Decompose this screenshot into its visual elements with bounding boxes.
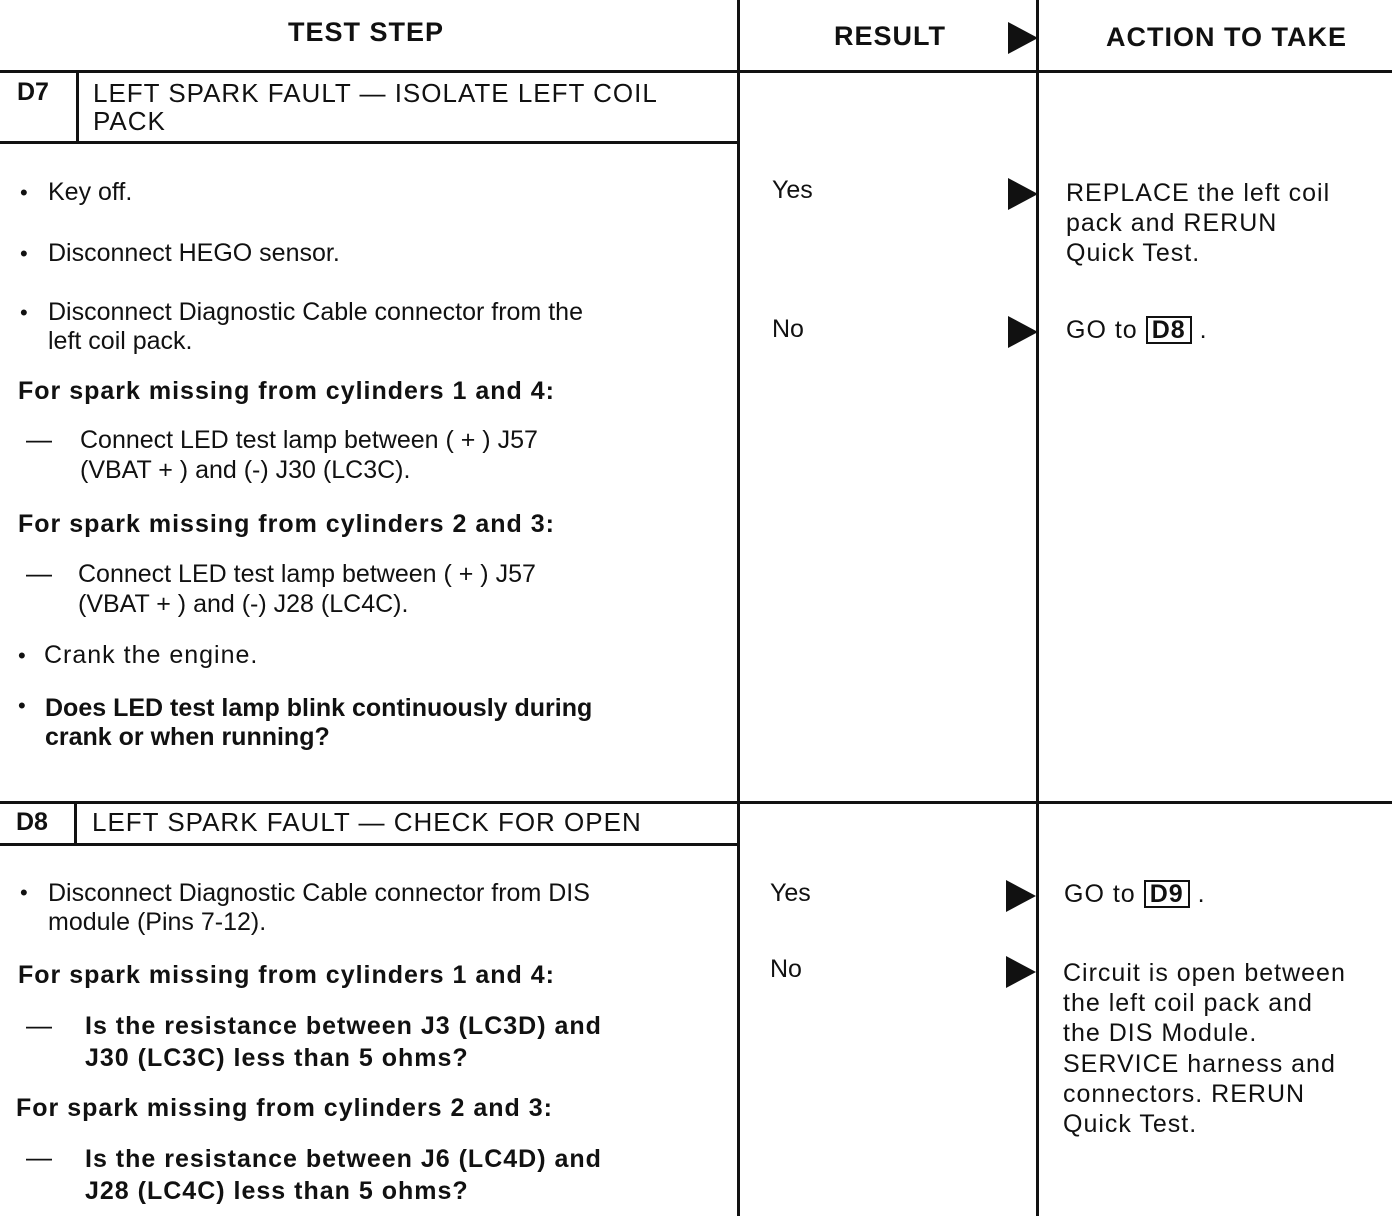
dash-icon: — (26, 1010, 52, 1040)
header-arrow-icon (1008, 22, 1038, 54)
step-ref-d8[interactable]: D8 (1146, 316, 1192, 344)
d7-title-rule (0, 141, 740, 144)
d7-crank: Crank the engine. (44, 641, 259, 669)
d8-title: LEFT SPARK FAULT — CHECK FOR OPEN (92, 807, 642, 837)
d8-yes-action (1064, 880, 1206, 909)
d7-title-line1: LEFT SPARK FAULT — ISOLATE LEFT COIL (93, 78, 658, 108)
period: . (1197, 880, 1206, 908)
d8-cyl14-heading: For spark missing from cylinders 1 and 4: (18, 961, 555, 989)
d7-cyl14-line2: (VBAT + ) and (-) J30 (LC3C). (80, 456, 411, 484)
d7-step-id: D7 (17, 78, 49, 106)
dash-icon: — (26, 1142, 52, 1172)
bullet-icon: • (18, 693, 26, 718)
d7-no-action (1066, 316, 1208, 345)
d7-id-divider (76, 72, 79, 142)
d8-no-arrow-icon (1006, 956, 1036, 988)
d8-cyl14-line2: J30 (LC3C) less than 5 ohms? (85, 1044, 469, 1072)
header-rule (0, 70, 1392, 73)
bullet-icon: • (20, 180, 28, 205)
dash-icon: — (26, 558, 52, 588)
d8-cyl23-line2: J28 (LC4C) less than 5 ohms? (85, 1177, 469, 1205)
dash-icon: — (26, 424, 52, 454)
d8-result-yes: Yes (770, 879, 811, 907)
d8-yes-arrow-icon (1006, 880, 1036, 912)
d8-no-action-line3: the DIS Module. (1063, 1019, 1258, 1047)
d7-result-no: No (772, 315, 804, 343)
d7-step-hego: Disconnect HEGO sensor. (48, 239, 340, 267)
d8-step-line1: Disconnect Diagnostic Cable connector from DIS (48, 879, 590, 907)
go-to-label: GO to (1064, 880, 1136, 908)
d8-id-divider (74, 803, 77, 844)
d7-title-line2: PACK (93, 106, 166, 136)
header-result: RESULT (834, 21, 946, 51)
d7-step-disconnect-line2: left coil pack. (48, 327, 193, 355)
bullet-icon: • (20, 300, 28, 325)
d7-question-line1: Does LED test lamp blink continuously during (45, 694, 593, 722)
d8-cyl23-heading: For spark missing from cylinders 2 and 3: (16, 1094, 553, 1122)
d8-step-line2: module (Pins 7-12). (48, 908, 267, 936)
d7-cyl14-heading: For spark missing from cylinders 1 and 4: (18, 377, 555, 405)
d7-yes-arrow-icon (1008, 178, 1038, 210)
d7-yes-action-line2: pack and RERUN (1066, 209, 1278, 237)
step-ref-d9[interactable]: D9 (1144, 880, 1190, 908)
d8-cyl23-line1: Is the resistance between J6 (LC4D) and (85, 1145, 602, 1173)
period: . (1199, 316, 1208, 344)
d7-cyl23-line2: (VBAT + ) and (-) J28 (LC4C). (78, 590, 409, 618)
d8-no-action-line2: the left coil pack and (1063, 989, 1313, 1017)
header-test-step: TEST STEP (288, 17, 445, 47)
d8-step-id: D8 (16, 808, 48, 836)
d7-yes-action-line1: REPLACE the left coil (1066, 179, 1331, 207)
d7-cyl14-line1: Connect LED test lamp between ( + ) J57 (80, 426, 538, 454)
column-divider-test-result (737, 0, 740, 1216)
d7-step-disconnect-line1: Disconnect Diagnostic Cable connector from the (48, 298, 583, 326)
d7-cyl23-heading: For spark missing from cylinders 2 and 3: (18, 510, 555, 538)
d7-result-yes: Yes (772, 176, 813, 204)
header-action: ACTION TO TAKE (1106, 22, 1347, 52)
d8-no-action-line4: SERVICE harness and (1063, 1050, 1336, 1078)
go-to-label: GO to (1066, 316, 1138, 344)
d8-no-action-line1: Circuit is open between (1063, 959, 1346, 987)
d8-cyl14-line1: Is the resistance between J3 (LC3D) and (85, 1012, 602, 1040)
d8-top-rule (0, 801, 1392, 804)
d8-no-action-line6: Quick Test. (1063, 1110, 1198, 1138)
d7-question-line2: crank or when running? (45, 723, 330, 751)
d8-result-no: No (770, 955, 802, 983)
bullet-icon: • (20, 880, 28, 905)
d7-step-key-off: Key off. (48, 178, 133, 206)
d7-cyl23-line1: Connect LED test lamp between ( + ) J57 (78, 560, 536, 588)
bullet-icon: • (20, 241, 28, 266)
d8-title-rule (0, 843, 740, 846)
d8-no-action-line5: connectors. RERUN (1063, 1080, 1306, 1108)
bullet-icon: • (18, 643, 26, 668)
d7-no-arrow-icon (1008, 316, 1038, 348)
d7-yes-action-line3: Quick Test. (1066, 239, 1201, 267)
